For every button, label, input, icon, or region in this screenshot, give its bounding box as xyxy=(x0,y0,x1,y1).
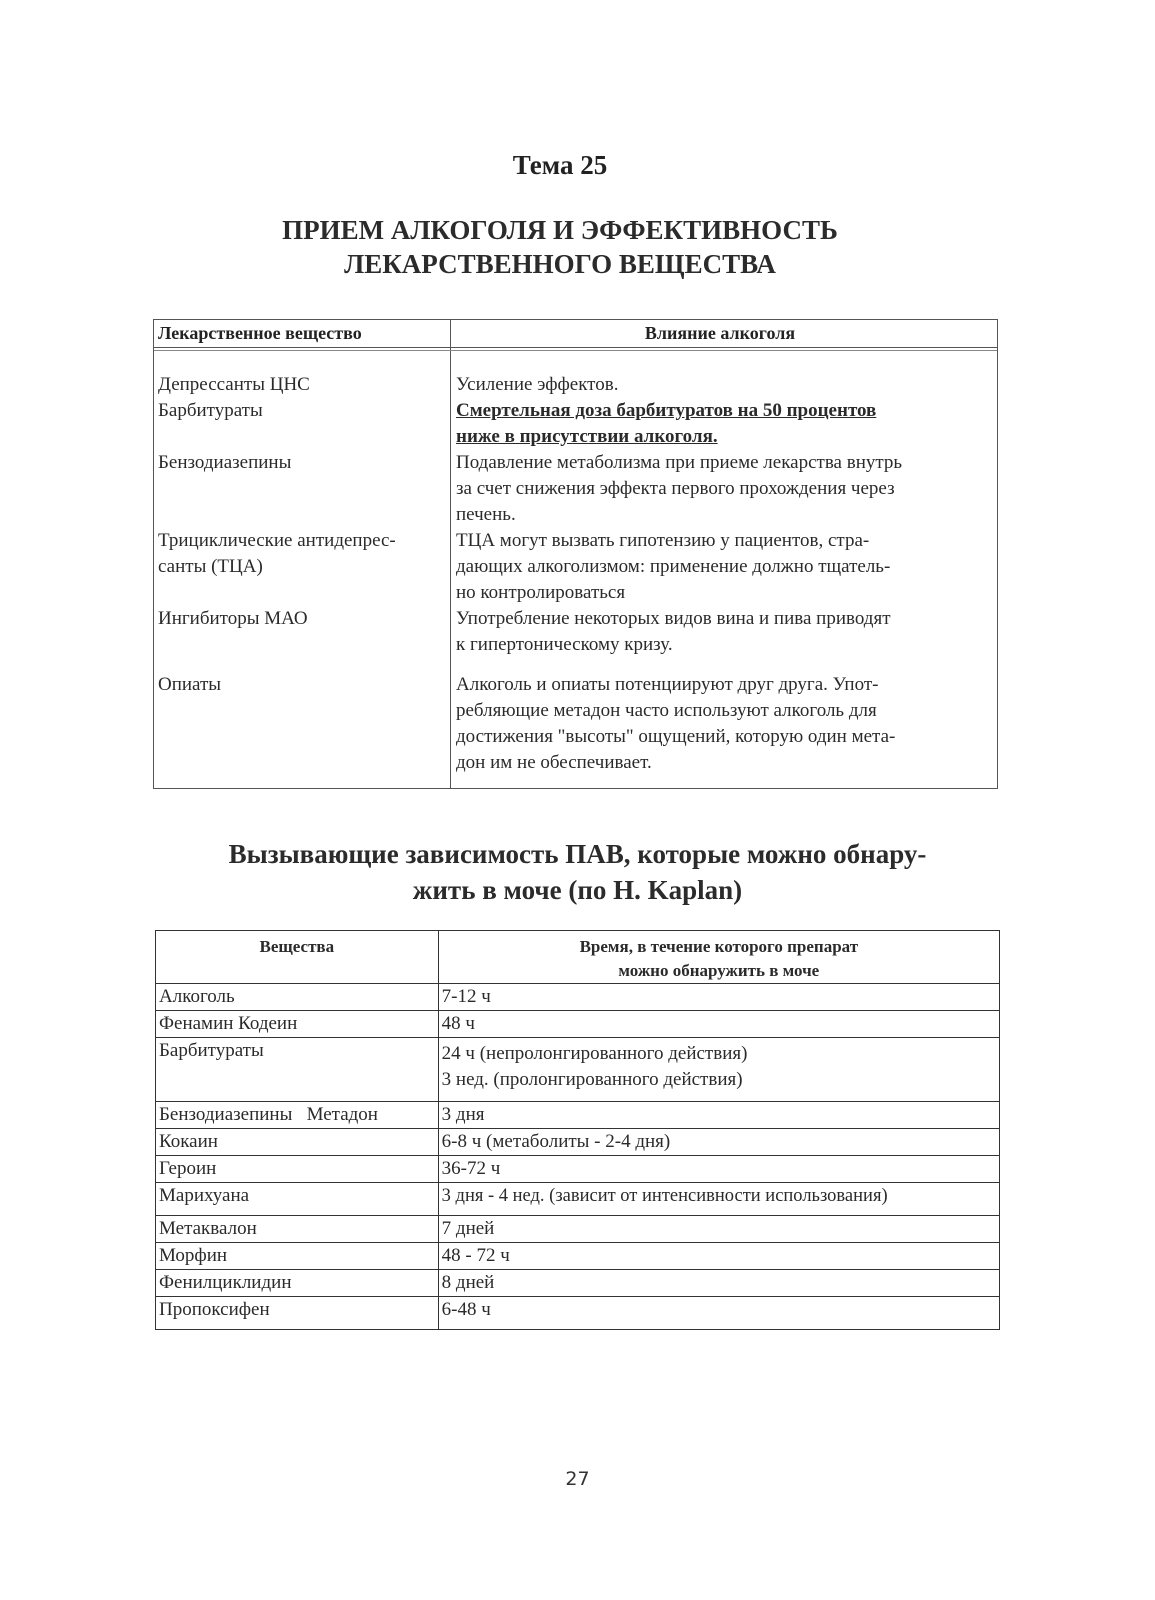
time-cell xyxy=(438,1038,999,1102)
table-row xyxy=(156,1216,1000,1243)
time-cell: 36-72 ч xyxy=(438,1156,999,1183)
topic-title: Тема 25 xyxy=(512,150,608,180)
time-cell: 6-8 ч (метаболиты - 2-4 дня) xyxy=(438,1129,999,1156)
drug-cell: Опиаты xyxy=(158,674,222,695)
section-subtitle xyxy=(0,836,1155,908)
effect-line: дон им не обеспечивает. xyxy=(456,752,652,773)
header-detection-time xyxy=(438,931,999,984)
subtitle-line-1: Вызывающие зависимость ПАВ, которые можно обнару- xyxy=(228,839,927,869)
effect-line: Подавление метаболизма при приеме лекарства внутрь xyxy=(456,452,903,473)
effect-cell-warning xyxy=(456,398,996,450)
substance-cell: Пропоксифен xyxy=(156,1297,439,1330)
table-row xyxy=(156,1156,1000,1183)
effect-line: Употребление некоторых видов вина и пива приводят xyxy=(456,608,891,629)
effect-line: достижения "высоты" ощущений, которую один мета- xyxy=(456,726,896,747)
time-cell: 48 ч xyxy=(438,1011,999,1038)
column-divider xyxy=(450,320,451,788)
substance-cell: Марихуана xyxy=(156,1183,439,1216)
time-cell: 3 дня xyxy=(438,1102,999,1129)
effect-line: Усиление эффектов. xyxy=(456,374,619,395)
drug-cell: Бензодиазепины xyxy=(158,452,292,473)
drug-cell: Барбитураты xyxy=(158,400,263,421)
time-cell: 8 дней xyxy=(438,1270,999,1297)
table-row xyxy=(156,1011,1000,1038)
table-row xyxy=(156,1183,1000,1216)
effect-line: к гипертоническому кризу. xyxy=(456,634,673,655)
main-title-line-2: ЛЕКАРСТВЕННОГО ВЕЩЕСТВА xyxy=(344,249,776,279)
drug-line: Трициклические антидепрес- xyxy=(158,530,396,551)
effect-line: ниже в присутствии алкоголя. xyxy=(456,426,718,447)
main-title-line-1: ПРИЕМ АЛКОГОЛЯ И ЭФФЕКТИВНОСТЬ xyxy=(282,215,838,245)
header-drug: Лекарственное вещество xyxy=(158,323,362,343)
substance-cell: Морфин xyxy=(156,1243,439,1270)
urine-detection-table xyxy=(155,930,1000,1330)
effect-line: за счет снижения эффекта первого прохождения через xyxy=(456,478,895,499)
effect-line: Смертельная доза барбитуратов на 50 процентов xyxy=(456,400,877,421)
table-row xyxy=(156,1270,1000,1297)
time-cell: 3 дня - 4 нед. (зависит от интенсивности использования) xyxy=(438,1183,999,1216)
header-substance: Вещества xyxy=(156,931,439,984)
time-cell: 48 - 72 ч xyxy=(438,1243,999,1270)
substance-cell: Бензодиазепины Метадон xyxy=(156,1102,439,1129)
effect-cell xyxy=(456,450,996,528)
table-row xyxy=(156,1038,1000,1102)
substance-cell: Фенамин Кодеин xyxy=(156,1011,439,1038)
drug-cell xyxy=(158,528,448,580)
effect-cell xyxy=(456,528,996,606)
time-cell: 7 дней xyxy=(438,1216,999,1243)
header-detection-time-line-1: Время, в течение которого препарат xyxy=(579,937,859,956)
drug-cell: Депрессанты ЦНС xyxy=(158,374,310,395)
effect-cell xyxy=(456,672,996,776)
table-row xyxy=(156,1102,1000,1129)
substance-cell: Барбитураты xyxy=(156,1038,439,1102)
substance-cell: Метаквалон xyxy=(156,1216,439,1243)
time-line: 24 ч (непролонгированного действия) xyxy=(441,1043,748,1064)
table-header-row xyxy=(156,931,1000,984)
alcohol-interaction-table xyxy=(153,319,998,789)
time-cell: 7-12 ч xyxy=(438,984,999,1011)
effect-line: ТЦА могут вызвать гипотензию у пациентов, стра- xyxy=(456,530,870,551)
subtitle-line-2: жить в моче (по Н. Kaplan) xyxy=(412,875,743,905)
header-divider xyxy=(154,347,997,348)
header-detection-time-line-2: можно обнаружить в моче xyxy=(618,961,820,980)
main-title xyxy=(0,213,1120,281)
table-row xyxy=(156,1297,1000,1330)
header-alcohol-effect: Влияние алкоголя xyxy=(644,323,796,343)
effect-line: дающих алкоголизмом: применение должно тщатель- xyxy=(456,556,891,577)
substance-cell: Фенилциклидин xyxy=(156,1270,439,1297)
substance-cell: Кокаин xyxy=(156,1129,439,1156)
drug-line: санты (ТЦА) xyxy=(158,556,263,577)
page-number: 27 xyxy=(565,1468,590,1490)
substance-cell: Героин xyxy=(156,1156,439,1183)
effect-cell xyxy=(456,606,996,658)
table-row xyxy=(156,1129,1000,1156)
effect-cell xyxy=(456,372,996,398)
time-cell: 6-48 ч xyxy=(438,1297,999,1330)
effect-line: Алкоголь и опиаты потенциируют друг друга. Упот- xyxy=(456,674,879,695)
header-divider-double xyxy=(154,350,997,351)
effect-line: но контролироваться xyxy=(456,582,626,603)
time-line: 3 нед. (пролонгированного действия) xyxy=(441,1069,743,1090)
effect-line: ребляющие метадон часто используют алкоголь для xyxy=(456,700,877,721)
effect-line: печень. xyxy=(456,504,516,525)
substance-cell: Алкоголь xyxy=(156,984,439,1011)
drug-cell: Ингибиторы МАО xyxy=(158,608,308,629)
table-row xyxy=(156,1243,1000,1270)
table-row xyxy=(156,984,1000,1011)
